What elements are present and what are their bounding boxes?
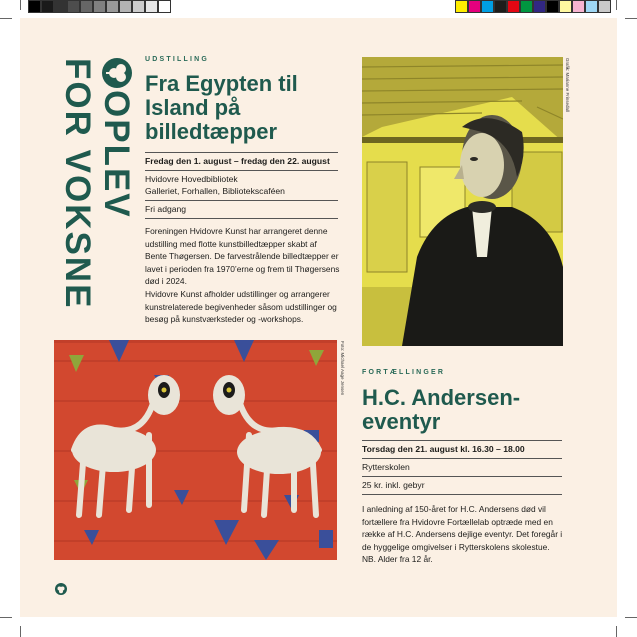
event2-date: Torsdag den 21. august kl. 16.30 – 18.00 xyxy=(362,440,562,458)
crop-mark xyxy=(616,0,617,10)
event2-paragraph: I anledning af 150-året for H.C. Andersens død vil fortællere fra Hvidovre Fortællelab optræde med en række af H.C. Andersens dejlige eventyr. Det foregår i de hyggelige omgivelser i Rytterskolens skolestue. NB. Alder fra 12 år. xyxy=(362,504,563,565)
gray-color-bar xyxy=(28,0,171,14)
event2-category: FORTÆLLINGER xyxy=(362,369,446,376)
crop-mark xyxy=(0,617,12,618)
event1-date: Fredag den 1. august – fredag den 22. august xyxy=(145,152,338,170)
clover-icon xyxy=(55,583,67,595)
event2-place: Rytterskolen xyxy=(362,458,562,476)
event1-place-line: Galleriet, Forhallen, Bibliotekscaféen xyxy=(145,186,285,196)
clover-icon xyxy=(102,58,132,88)
event1-place xyxy=(145,170,338,200)
event2-body xyxy=(362,503,564,566)
crop-mark xyxy=(625,617,637,618)
event1-title-line: Fra Egypten til xyxy=(145,71,298,96)
brand-line-1: OPLEV xyxy=(99,58,134,316)
brand-line-2: FOR VOKSNE xyxy=(58,58,97,310)
photo-credit-1: Foto: Michael Aage Jensen xyxy=(340,341,345,396)
photo-credit-2: Grafik: Marianne Frinsedall xyxy=(565,58,570,113)
event1-title xyxy=(145,72,345,144)
crop-mark xyxy=(625,18,637,19)
event1-info-table xyxy=(145,152,338,219)
brand-vertical-title xyxy=(50,58,134,316)
crop-mark xyxy=(20,0,21,10)
event1-title-line: billedtæpper xyxy=(145,119,278,144)
event1-title-line: Island på xyxy=(145,95,241,120)
event2-title-line: H.C. Andersen- xyxy=(362,385,521,410)
event1-category: UDSTILLING xyxy=(145,56,209,63)
andersen-portrait-photo xyxy=(362,57,563,346)
event2-title xyxy=(362,386,562,434)
tapestry-photo xyxy=(54,340,337,560)
cmyk-color-bar xyxy=(455,0,611,14)
event1-place-line: Hvidovre Hovedbibliotek xyxy=(145,174,238,184)
tapestry-illustration xyxy=(54,340,337,560)
event1-price: Fri adgang xyxy=(145,200,338,219)
event1-paragraph: Hvidovre Kunst afholder udstillinger og arrangerer kunstrelaterede begivenheder såsom udstillinger og besøg på kunstværksteder og -workshops. xyxy=(145,288,337,325)
crop-mark xyxy=(20,626,21,637)
portrait-illustration xyxy=(362,57,563,346)
event2-price: 25 kr. inkl. gebyr xyxy=(362,476,562,495)
event2-title-line: eventyr xyxy=(362,409,441,434)
event1-body xyxy=(145,225,340,326)
event1-paragraph: Foreningen Hvidovre Kunst har arrangeret denne udstilling med flotte kunstbilledtæpper skabt af Bente Thøgersen. De farvestrålende billedtæpper er lavet i perioden fra 1970’erne og frem til Thøgersens død i 2024. xyxy=(145,226,340,287)
crop-mark xyxy=(0,18,12,19)
event2-info-table xyxy=(362,440,562,495)
crop-mark xyxy=(616,626,617,637)
